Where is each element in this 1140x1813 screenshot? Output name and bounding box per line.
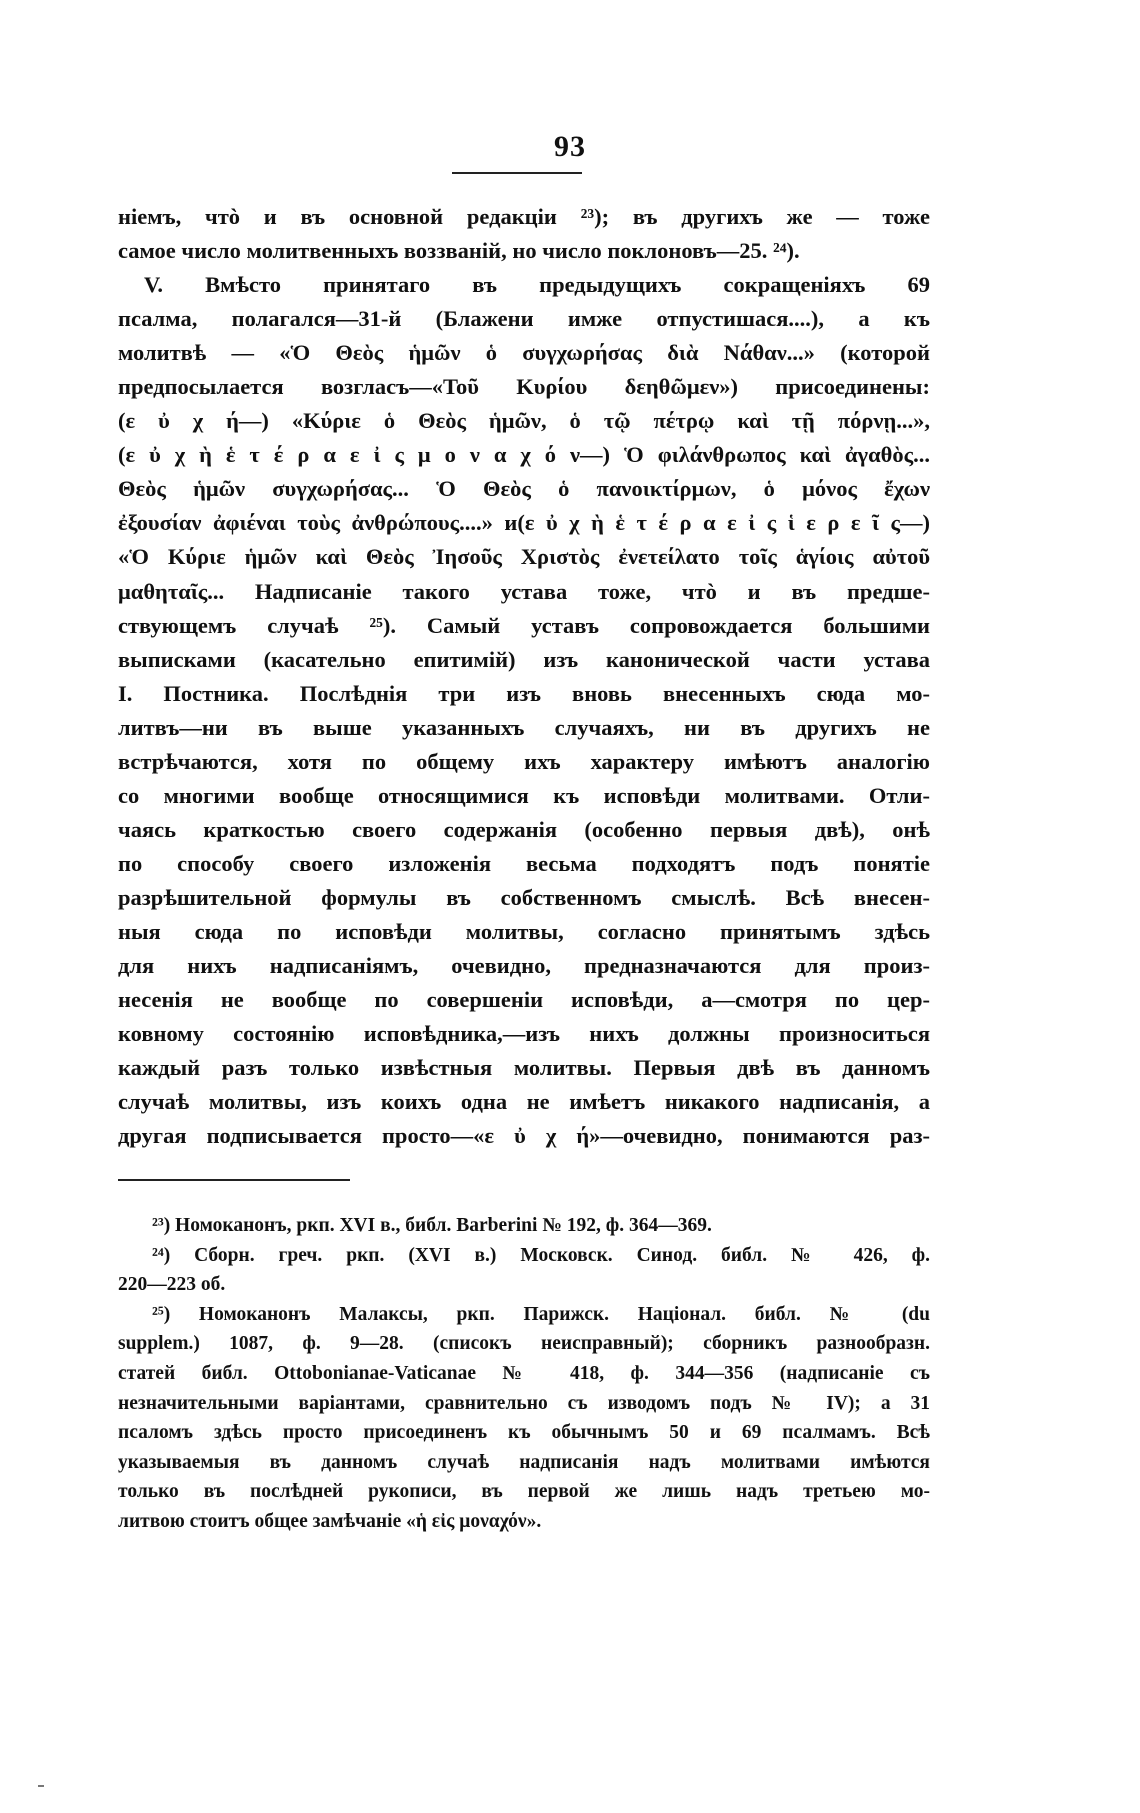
- text-line: (ε ὐ χ ή—) «Κύριε ὁ Θεὸς ἡμῶν, ὁ τῷ πέτρῳ καὶ τῇ πόρνῃ...»,: [118, 408, 930, 434]
- footnote-line: незначительными варiантами, сравнительно съ изводомъ подъ № IV); а 31: [118, 1392, 930, 1414]
- text-line: нiемъ, чтò и въ основной редакцiи ²³); въ другихъ же — тоже: [118, 204, 930, 229]
- footnote-line: только въ послѣдней рукописи, въ первой же лишь надъ третьею мо-: [118, 1481, 930, 1503]
- text-line: ἐξουσίαν ἀφιέναι τοὺς ἀνθρώπους....» и(ε ὐ χ ὴ ἑ τ έ ρ α ε ἰ ς ἱ ε ρ ε ῖ ς—): [118, 510, 930, 536]
- text-line: ныя сюда по исповѣди молитвы, согласно принятымъ здѣсь: [118, 918, 930, 944]
- footnote-separator: [118, 1179, 350, 1181]
- page-number-rule: [452, 172, 582, 174]
- text-line: предпосылается возгласъ—«Τοῦ Κυρίου δεηθῶμεν») присоединены:: [118, 374, 930, 400]
- footnote-line: ²⁵) Номоканонъ Малаксы, ркп. Парижск. Нацiонал. библ. № (du: [152, 1303, 930, 1325]
- scan-speck: [38, 1785, 44, 1787]
- text-line: псалма, полагался—31-й (Блажени имже отпустишася....), а къ: [118, 306, 930, 332]
- text-line: со многими вообще относящимися къ исповѣди молитвами. Отли-: [118, 782, 930, 808]
- text-line: встрѣчаются, хотя по общему ихъ характеру имѣютъ аналогiю: [118, 748, 930, 774]
- text-line: ковному состоянiю исповѣдника,—изъ нихъ должны произноситься: [118, 1021, 930, 1047]
- text-line: «Ὁ Κύριε ἡμῶν καὶ Θεὸς Ἰησοῦς Χριστὸς ἐνετείλατο τοῖς ἁγίοις αὐτοῦ: [118, 544, 930, 570]
- text-line: несенiя не вообще по совершенiи исповѣди, а—смотря по цер-: [118, 987, 930, 1013]
- text-line: Θεὸς ἡμῶν συγχωρήσας... Ὁ Θεὸς ὁ πανοικτίρμων, ὁ μόνος ἔχων: [118, 476, 930, 502]
- footnote-line: ²³) Номоканонъ, ркп. XVI в., библ. Barberini № 192, ф. 364—369.: [152, 1215, 712, 1236]
- main-text: [118, 200, 930, 1153]
- text-line: самое число молитвенныхъ воззванiй, но число поклоновъ—25. ²⁴).: [118, 238, 800, 264]
- footnote-line: литвою стоитъ общее замѣчанiе «ἡ εἰς μοναχόν».: [118, 1510, 542, 1532]
- page-number: 93: [554, 130, 586, 163]
- text-line: μαθηταῖς... Надписанiе такого устава тоже, чтò и въ предше-: [118, 578, 930, 604]
- text-line: I. Постника. Послѣднiя три изъ вновь внесенныхъ сюда мо-: [118, 680, 930, 706]
- text-line: чаясь краткостью своего содержанiя (особенно первыя двѣ), онѣ: [118, 816, 930, 842]
- text-line: для нихъ надписанiямъ, очевидно, предназначаются для произ-: [118, 953, 930, 979]
- footnote-line: ²⁴) Сборн. греч. ркп. (XVI в.) Московск. Синод. библ. № 426, ф.: [152, 1244, 930, 1266]
- text-line: каждый разъ только извѣстныя молитвы. Первыя двѣ въ данномъ: [118, 1055, 930, 1081]
- text-line: случаѣ молитвы, изъ коихъ одна не имѣетъ никакого надписанiя, а: [118, 1089, 930, 1115]
- text-line: разрѣшительной формулы въ собственномъ смыслѣ. Всѣ внесен-: [118, 884, 930, 910]
- text-line: молитвѣ — «Ὁ Θεὸς ἡμῶν ὁ συγχωρήσας διὰ Νάθαν...» (которой: [118, 340, 930, 366]
- text-line: по способу своего изложенiя весьма подходятъ подъ понятiе: [118, 850, 930, 876]
- footnote-line: 220—223 об.: [118, 1274, 226, 1296]
- text-line: ствующемъ случаѣ ²⁵). Самый уставъ сопровождается большими: [118, 612, 930, 638]
- footnote-line: псаломъ здѣсь просто присоединенъ къ обычнымъ 50 и 69 псалмамъ. Всѣ: [118, 1422, 930, 1444]
- text-line: литвъ—ни въ выше указанныхъ случаяхъ, ни въ другихъ не: [118, 714, 930, 740]
- footnote-line: статей библ. Ottobonianae-Vaticanae № 418, ф. 344—356 (надписанiе съ: [118, 1362, 930, 1384]
- footnote-line: supplem.) 1087, ф. 9—28. (списокъ неисправный); сборникъ разнообразн.: [118, 1333, 930, 1355]
- text-line: (ε ὐ χ ὴ ἑ τ έ ρ α ε ἰ ς μ ο ν α χ ό ν—) Ὁ φιλάνθρωπος καὶ ἀγαθὸς...: [118, 442, 930, 468]
- text-line: другая подписывается просто—«ε ὐ χ ή»—очевидно, понимаются раз-: [118, 1123, 930, 1149]
- footnote-line: указываемыя въ данномъ случаѣ надписанiя надъ молитвами имѣются: [118, 1451, 930, 1473]
- text-line: V. Вмѣсто принятаго въ предыдущихъ сокращенiяхъ 69: [144, 272, 930, 298]
- footnotes: [118, 1211, 930, 1537]
- text-line: выписками (касательно епитимiй) изъ канонической части устава: [118, 646, 930, 672]
